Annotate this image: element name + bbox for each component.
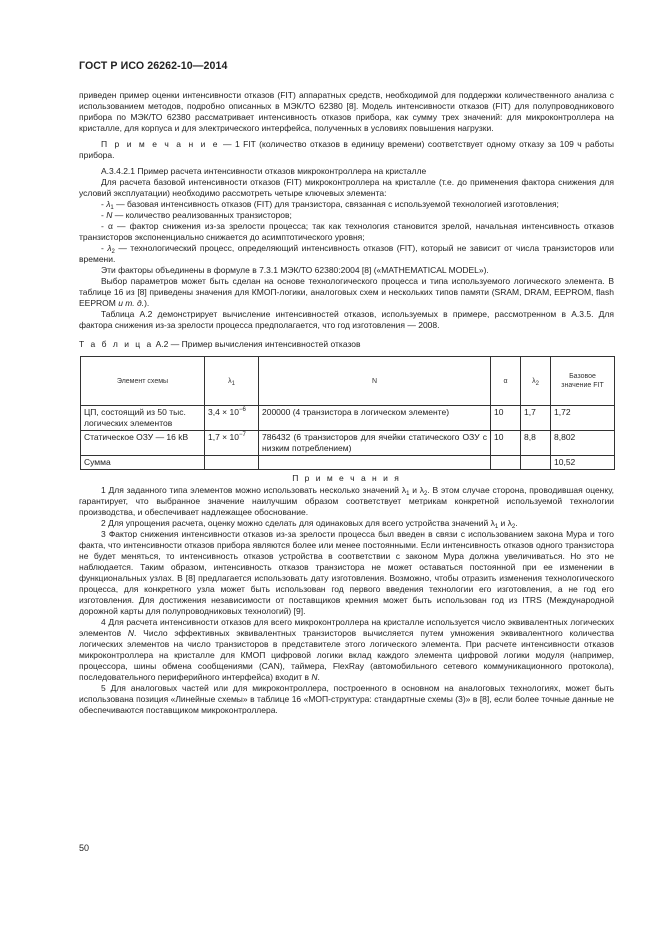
bullet-text: — базовая интенсивность отказов (FIT) для транзистора, связанная с используемой технологией изготовления; <box>113 199 559 209</box>
table-row <box>81 431 615 456</box>
n-symbol: N <box>311 672 318 682</box>
lambda-symbol: λ <box>107 243 112 253</box>
note-label: П р и м е ч а н и е <box>101 139 220 149</box>
bullet-dash: - <box>101 210 107 220</box>
bullet-alpha <box>79 221 614 243</box>
table-caption-text: А.2 — Пример вычисления интенсивностей отказов <box>153 339 361 349</box>
note-text: и <box>409 485 420 495</box>
choice-text-end: ). <box>144 298 150 308</box>
header-lambda1 <box>205 357 259 406</box>
cell-alpha: 10 <box>491 431 521 456</box>
lambda1-exponent: −6 <box>238 407 246 413</box>
intro-paragraph: приведен пример оценки интенсивности отказов (FIT) аппаратных средств, необходимой для поддержки количественного анализа с использованием методов, подробно описанных в МЭК/ТО 62380 [8]. Модель интенсивности отказов (FIT) для полупроводникового прибора по МЭК/ТО 62380 рассматривает интенсивность отказов прибора, как сумму трех значений: для микроконтроллера на кристалле, для корпуса и для электрического интерфейса, полученных в условиях повышения нагрузки. <box>79 90 614 133</box>
base-rate-paragraph: Для расчета базовой интенсивности отказов (FIT) микроконтроллера на кристалле (т.е. до применения фактора снижения для условий эксплуатации) необходимо рассмотреть четыре ключевых элемента: <box>79 177 614 198</box>
table-header-row <box>81 357 615 406</box>
bullet-text: — фактор снижения из-за зрелости процесса; так как технология становится зрелой, начальная интенсивность отказов транзисторов экспоненциально снижается до асимптотического уровня; <box>79 221 614 242</box>
document-body <box>79 90 614 716</box>
bullet-n <box>79 210 614 221</box>
cell-n: 200000 (4 транзистора в логическом элементе) <box>259 406 491 431</box>
cell-alpha: 10 <box>491 406 521 431</box>
cell-empty <box>205 456 259 470</box>
subscript: 1 <box>231 380 235 387</box>
note-3: 3 Фактор снижения интенсивности отказов из-за зрелости процесса был введен в связи с использованием закона Мура и того факта, что интенсивности отказов прибора являются более или менее постоянными. Если интенсивность отказов одного транзистора не будет меняться, то интенсивность отказов устройства в соответствии с законом Мура должна увеличиваться. Но это не наблюдается. Таким образом, интенсивность отказов транзистора не может оставаться постоянной при ее изменении в функциональных узлах. В [8] предлагается использовать дату изготовления. Возможно, чтобы отразить изменения технологического процесса, для конкретного узла может быть использован год первого введения технологии его изготовления, а не год его изготовления. Для достижения независимости от поставщиков кремния может быть использован год из ITRS (Международной дорожной карты для полупроводниковых технологий) [9]. <box>79 529 614 616</box>
page-number: 50 <box>79 843 90 853</box>
bullet-lambda2 <box>79 243 614 265</box>
cell-lambda2: 8,8 <box>521 431 551 456</box>
header-n: N <box>259 357 491 406</box>
bullet-text: — технологический процесс, определяющий интенсивность отказов (FIT), который не зависит от числа транзисторов или времени. <box>79 243 614 264</box>
note-text: 1 Для заданного типа элементов можно использовать несколько значений <box>101 485 402 495</box>
cell-fit: 8,802 <box>551 431 615 456</box>
choice-italic: и т. д. <box>118 298 145 308</box>
subscript: 1 <box>494 524 499 530</box>
header-alpha: α <box>491 357 521 406</box>
subscript: 2 <box>111 249 115 255</box>
subscript: 1 <box>110 205 114 211</box>
note-text: . В этом случае сторона, проводившая оценку, гарантирует, что выбранное значение наилучшим образом соответствует метрикам конкретной используемой технологии производства, и обеспечивает надлежащее обоснование. <box>79 485 614 517</box>
cell-sum-value: 10,52 <box>551 456 615 470</box>
lambda-symbol: λ <box>490 518 495 528</box>
note-2 <box>79 518 614 529</box>
formula-paragraph: Эти факторы объединены в формуле в 7.3.1 МЭК/ТО 62380:2004 [8] («MATHEMATICAL MODEL»). <box>101 265 489 275</box>
alpha-symbol: α <box>107 221 113 231</box>
cell-fit: 1,72 <box>551 406 615 431</box>
subscript: 2 <box>424 491 428 497</box>
note-4 <box>79 617 614 683</box>
parameter-choice-paragraph <box>79 276 614 309</box>
lambda-symbol: λ <box>106 199 111 209</box>
note-text: 2 Для упрощения расчета, оценку можно сделать для одинаковых для всего устройства значений <box>101 518 491 528</box>
failure-rate-table <box>80 356 615 470</box>
bullet-dash: - <box>101 221 108 231</box>
lambda1-exponent: −7 <box>238 432 246 438</box>
cell-lambda2: 1,7 <box>521 406 551 431</box>
bullet-dash: - <box>101 199 107 209</box>
lambda-symbol: λ <box>507 518 512 528</box>
cell-empty <box>491 456 521 470</box>
note-text: . <box>317 672 320 682</box>
bullet-lambda1 <box>79 199 614 210</box>
lambda-symbol: λ <box>401 485 407 495</box>
standard-header: ГОСТ Р ИСО 26262-10—2014 <box>79 60 228 72</box>
table-caption-label: Т а б л и ц а <box>79 339 154 349</box>
notes-title-text: П р и м е ч а н и я <box>292 473 401 483</box>
section-heading: А.3.4.2.1 Пример расчета интенсивности отказов микроконтроллера на кристалле <box>101 166 427 176</box>
cell-empty <box>521 456 551 470</box>
table-caption <box>79 339 614 350</box>
note-text: . Число эффективных эквивалентных транзисторов вычисляется путем умножения эквивалентного количества логических элементов на число транзисторов в представителе этого логического элемента. При расчете интенсивности отказов микроконтроллера на кристалле для КМОП цифровой логики вклад каждого элемента цифровой логики модуля (например, процессора, шины обмена сообщениями (CAN), таймера, FlexRay (автомобильного сетевого коммуникационного протокола), последовательного периферийного интерфейса) входит в <box>79 628 614 682</box>
notes-title <box>79 473 614 484</box>
header-lambda2 <box>521 357 551 406</box>
table-intro-paragraph: Таблица А.2 демонстрирует вычисление интенсивностей отказов, используемых в примере, рассмотренном в А.3.5. Для фактора снижения из-за зрелости процесса предполагается, что год изготовления — 2008. <box>79 309 614 330</box>
cell-element: Статическое ОЗУ — 16 kB <box>81 431 205 456</box>
cell-lambda1 <box>205 431 259 456</box>
note-text: и <box>498 518 508 528</box>
n-symbol: N <box>106 210 113 220</box>
note-fit <box>79 139 614 161</box>
header-element: Элемент схемы <box>81 357 205 406</box>
note-text: — 1 FIT (количество отказов в единицу времени) соответствует одному отказу за 109 ч работы прибора. <box>79 139 614 160</box>
n-symbol: N <box>127 628 135 638</box>
lambda-symbol: λ <box>228 377 232 385</box>
note-1 <box>79 485 614 518</box>
subscript: 2 <box>511 524 516 530</box>
subscript: 1 <box>406 491 410 497</box>
bullet-dash: - <box>101 243 108 253</box>
lambda1-mantissa: 1,7 × 10 <box>208 432 239 442</box>
cell-n: 786432 (6 транзисторов для ячейки статического ОЗУ с низким потреблением) <box>259 431 491 456</box>
lambda1-mantissa: 3,4 × 10 <box>208 407 239 417</box>
note-text: 4 Для расчета интенсивности отказов для всего микроконтроллера на кристалле используется число эквивалентных логических элементов <box>79 617 614 638</box>
subscript: 2 <box>535 380 539 387</box>
table-row <box>81 406 615 431</box>
header-base-fit: Базовое значение FIT <box>551 357 615 406</box>
note-text: . <box>515 518 518 528</box>
cell-sum-label: Сумма <box>81 456 205 470</box>
bullet-text: — количество реализованных транзисторов; <box>112 210 292 220</box>
choice-text: Выбор параметров может быть сделан на основе технологического процесса и типа используемого логического элемента. В таблице 16 из [8] приведены значения для КМОП-логики, аналоговых схем и нескольких типов памяти (SRAM, DRAM, EEPROM, flash EEPROM <box>79 276 614 308</box>
lambda-symbol: λ <box>419 485 425 495</box>
cell-lambda1 <box>205 406 259 431</box>
cell-element: ЦП, состоящий из 50 тыс. логических элементов <box>81 406 205 431</box>
table-sum-row <box>81 456 615 470</box>
cell-empty <box>259 456 491 470</box>
note-5: 5 Для аналоговых частей или для микроконтроллера, построенного в основном на аналоговых технологиях, может быть использована позиция «Линейные схемы» в таблице 16 «МОП-структура: стандартные схемы (3)» в [8], если более точные данные не обеспечиваются поставщиком микроконтроллера. <box>79 683 614 715</box>
lambda-symbol: λ <box>532 377 536 385</box>
